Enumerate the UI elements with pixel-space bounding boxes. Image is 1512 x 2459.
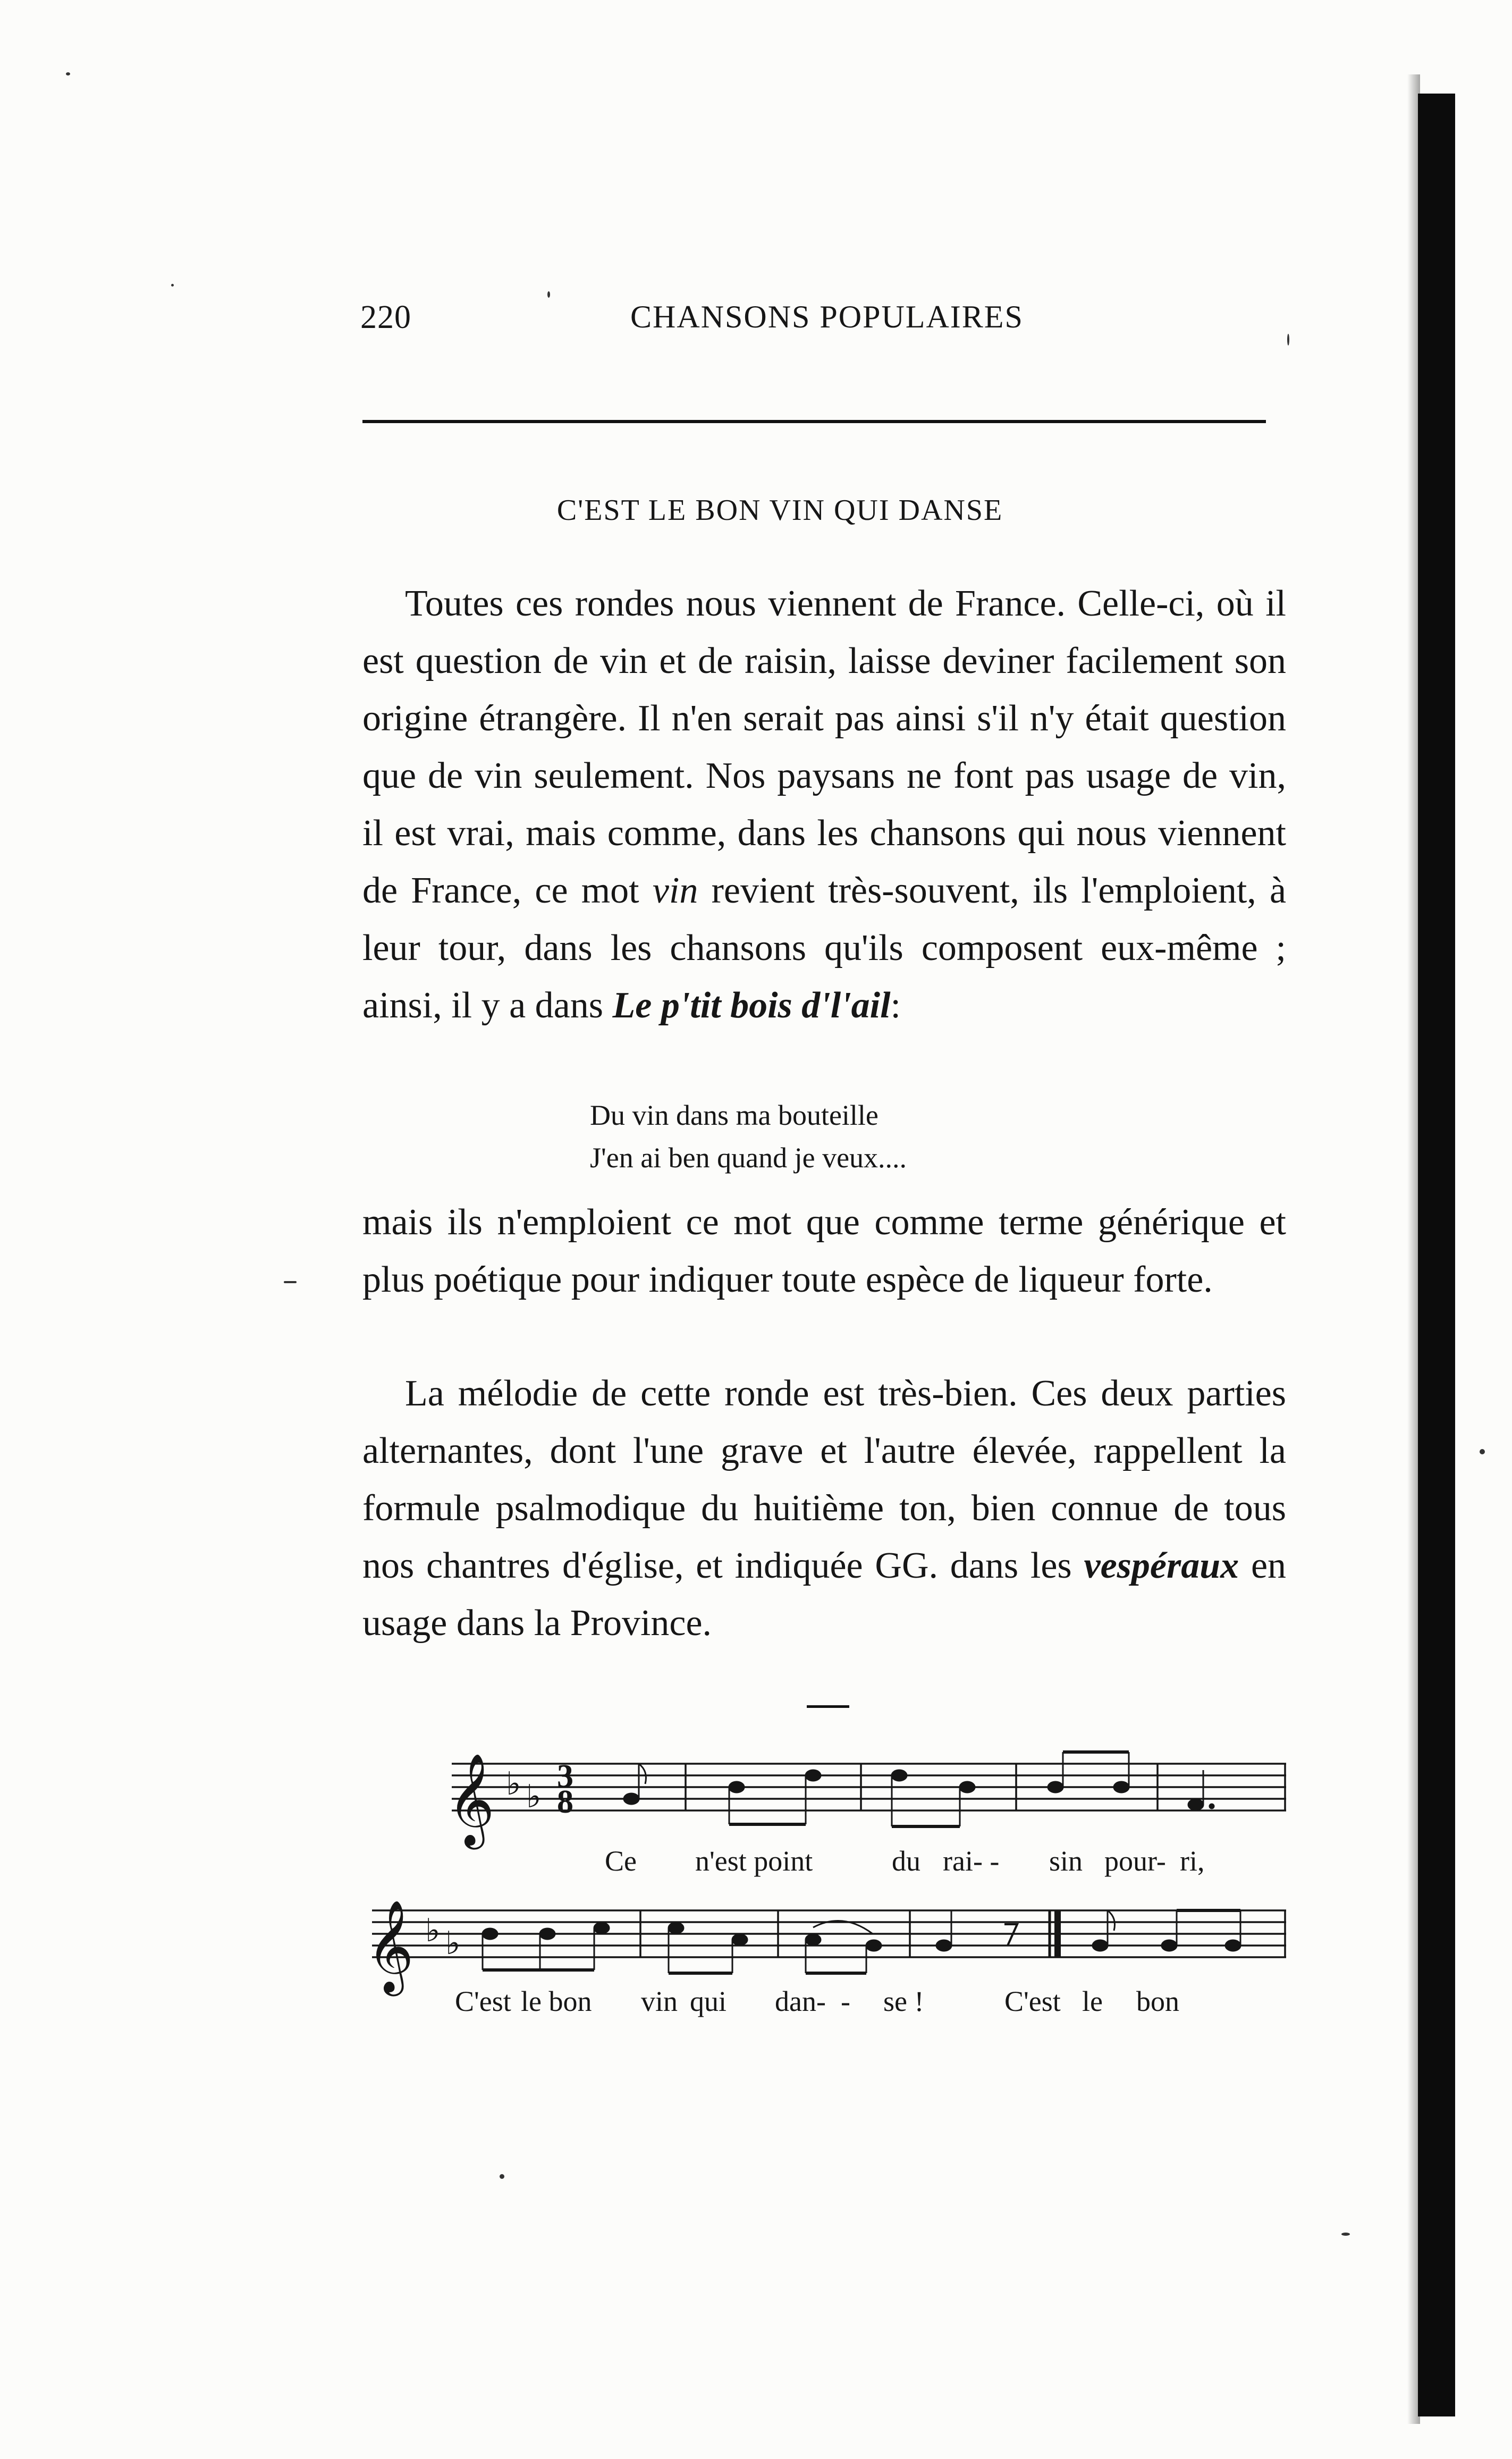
lyric-syllable: se !	[883, 1985, 924, 2017]
lyric-syllable: ri,	[1180, 1845, 1205, 1877]
lyric-syllable: bon	[1136, 1985, 1179, 2017]
paragraph-1-text-b: revient très-souvent, ils l'emploient, à leur tour, dans les chansons qu'ils composent eux-même ; ainsi, il y a dans	[362, 870, 1287, 1026]
staff-1-notation	[447, 1752, 1214, 1850]
paragraph-2: mais ils n'emploient ce mot que comme terme générique et plus poétique pour indiquer toute espèce de liqueur forte.	[362, 1202, 1286, 1300]
lyric-syllable: C'est	[455, 1985, 511, 2017]
paragraph-3-text-a: La mélodie de cette ronde est très-bien. Ces deux parties alternantes, dont l'une grave et l'autre élevée, rappellent la formule psalmodique du huitième ton, bien connue de tous nos chantres d'église, et indiquée GG. dans les	[362, 1373, 1286, 1586]
paper-speck	[547, 291, 550, 298]
vin-word: vin	[652, 870, 698, 911]
song-title: Le p'tit bois d'l'ail	[612, 985, 891, 1026]
lyric-syllable: pour-	[1104, 1845, 1166, 1877]
paper-speck	[1287, 334, 1289, 346]
paper-speck	[500, 2174, 504, 2179]
quote-line-2: J'en ai ben quand je veux....	[590, 1142, 907, 1174]
lyric-syllable: rai- -	[943, 1845, 1000, 1877]
flat-icon: ♭	[425, 1912, 441, 1949]
paper-speck	[1480, 1449, 1485, 1454]
lyric-syllable: dan-	[775, 1985, 826, 2017]
section-title: C'EST LE BON VIN QUI DANSE	[556, 494, 1003, 527]
lyric-syllable: vin	[641, 1985, 678, 2017]
treble-clef-icon: 𝄞	[447, 1753, 495, 1846]
treble-clef-icon: 𝄞	[367, 1900, 414, 1992]
lyric-syllable: qui	[690, 1985, 727, 2017]
lyric-syllable: -	[841, 1985, 850, 2017]
lyric-syllable: C'est	[1004, 1985, 1061, 2017]
lyric-syllable: n'est point	[695, 1845, 813, 1877]
rest-icon	[1004, 1924, 1017, 1946]
flat-icon: ♭	[445, 1925, 461, 1962]
paragraph-1-text-a: Toutes ces rondes nous viennent de France. Celle-ci, où il est question de vin et de raisin, laisse deviner facilement son origine étrangère. Il n'en serait pas ainsi s'il n'y était question que de vin seulement. Nos paysans ne font pas usage de vin, il est vrai, mais comme, dans les chansons qui nous viennent de France, ce mot	[362, 583, 1286, 911]
lyric-syllable: du	[892, 1845, 920, 1877]
quote-line-1: Du vin dans ma bouteille	[590, 1099, 879, 1131]
staff-2	[372, 1910, 1286, 1957]
paragraph-3-text-b: en usage dans la Province.	[362, 1545, 1287, 1644]
staff-2-lyrics	[455, 1985, 1179, 2018]
lyric-syllable: le bon	[521, 1985, 592, 2017]
time-signature-top: 3	[557, 1758, 573, 1795]
flat-icon: ♭	[526, 1778, 542, 1815]
paper-speck	[66, 72, 70, 75]
running-head: CHANSONS POPULAIRES	[630, 299, 1024, 334]
staff-1-lyrics	[605, 1845, 1205, 1877]
paper-speck	[171, 284, 174, 287]
paragraph-1-colon: :	[890, 985, 901, 1026]
time-signature-bottom: 8	[557, 1784, 573, 1820]
paper-speck	[1341, 2233, 1350, 2236]
lyric-syllable: Ce	[605, 1845, 637, 1877]
lyric-syllable: le	[1082, 1985, 1103, 2017]
staff-2-notation	[367, 1900, 1241, 1997]
flat-icon: ♭	[506, 1765, 521, 1803]
staff-1	[452, 1764, 1286, 1810]
paper-speck	[284, 1281, 297, 1283]
page-number: 220	[360, 299, 411, 335]
lyric-syllable: sin	[1049, 1845, 1083, 1877]
vesperaux-word: vespéraux	[1084, 1545, 1239, 1586]
